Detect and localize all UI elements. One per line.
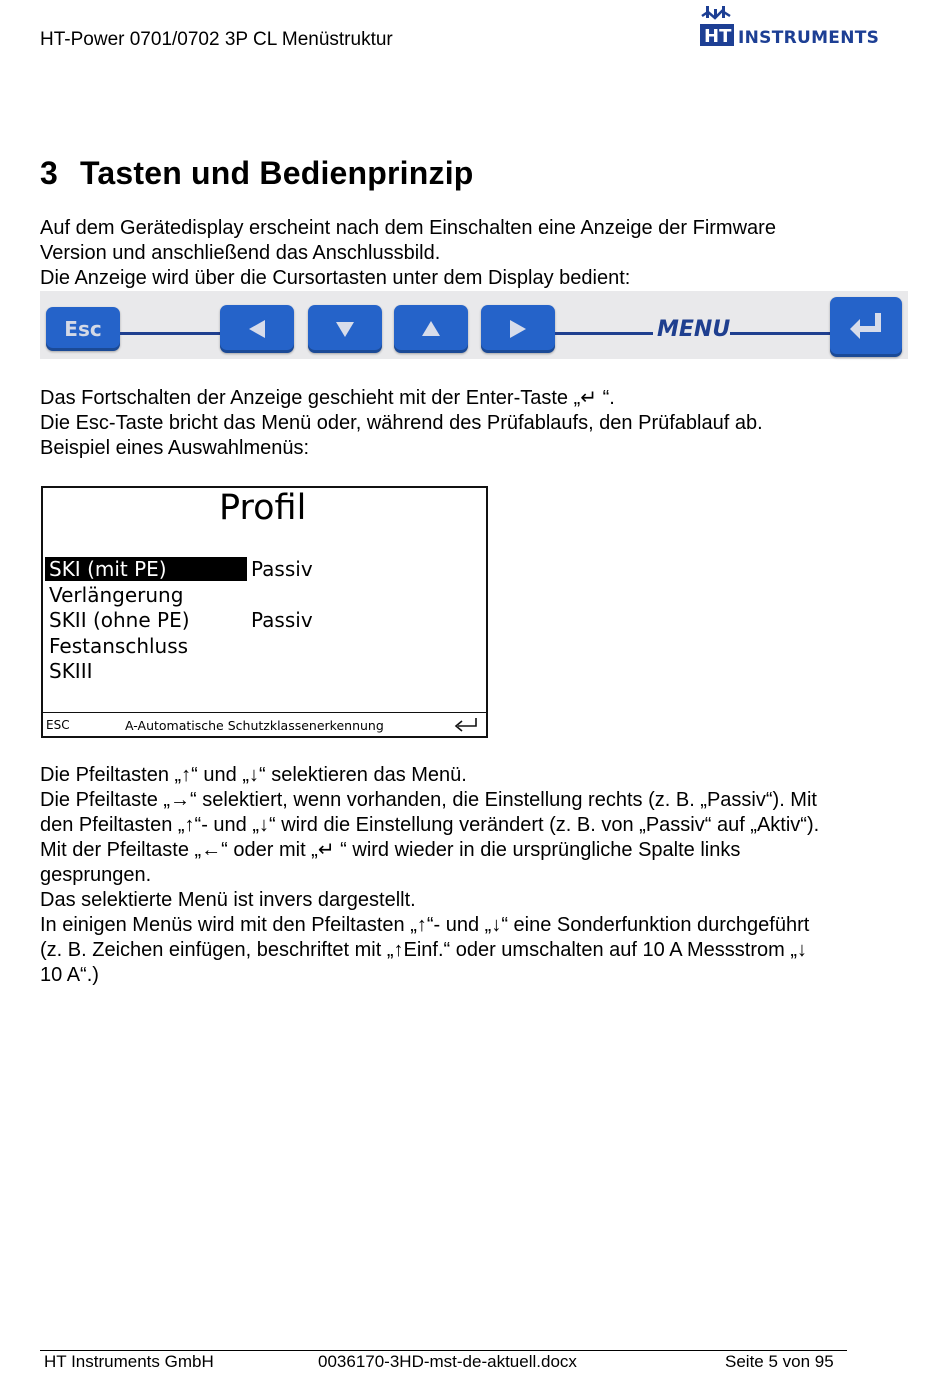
menu-item-skiii[interactable]: SKIII — [49, 659, 93, 683]
logo-text: INSTRUMENTS — [738, 28, 880, 48]
intro-line: Auf dem Gerätedisplay erscheint nach dem Einschalten eine Anzeige der Firmware — [40, 217, 776, 239]
explanation-line: (z. B. Zeichen einfügen, beschriftet mit „↑Einf.“ oder umschalten auf 10 A Messstrom „↓ — [40, 939, 807, 961]
ht-logo-icon — [700, 6, 736, 48]
explanation-paragraph — [40, 763, 900, 988]
logo-mark-text: HT — [704, 26, 732, 47]
explanation-line: Das selektierte Menü ist invers dargestellt. — [40, 889, 416, 911]
navigation-line: Beispiel eines Auswahlmenüs: — [40, 437, 310, 459]
screen-esc-label: ESC — [46, 718, 70, 732]
left-arrow-key[interactable] — [220, 305, 294, 353]
menu-item-ski[interactable]: SKI (mit PE) — [45, 557, 247, 581]
footer-divider — [40, 1350, 847, 1351]
left-arrow-icon — [245, 317, 269, 341]
menu-item-skii[interactable]: SKII (ohne PE) — [49, 608, 190, 632]
navigation-paragraph — [40, 386, 900, 461]
enter-key[interactable] — [830, 297, 902, 357]
right-arrow-icon — [506, 317, 530, 341]
explanation-line: Die Pfeiltasten „↑“ und „↓“ selektieren das Menü. — [40, 764, 467, 786]
esc-key[interactable] — [46, 307, 120, 351]
header-title: HT-Power 0701/0702 3P CL Menüstruktur — [40, 29, 393, 50]
right-arrow-key[interactable] — [481, 305, 555, 353]
section-number: 3 — [40, 155, 58, 191]
explanation-line: 10 A“.) — [40, 964, 99, 986]
footer-document: 0036170-3HD-mst-de-aktuell.docx — [318, 1352, 577, 1371]
navigation-line: Die Esc-Taste bricht das Menü oder, während des Prüfablaufs, den Prüfablauf ab. — [40, 412, 763, 434]
keypad-line — [730, 332, 830, 335]
esc-key-label: Esc — [64, 317, 102, 341]
enter-icon — [452, 716, 480, 732]
menu-item-festanschluss[interactable]: Festanschluss — [49, 634, 189, 658]
ht-instruments-logo — [700, 6, 880, 50]
explanation-line: den Pfeiltasten „↑“- und „↓“ wird die Einstellung verändert (z. B. von „Passiv“ auf „Aktiv“). — [40, 814, 820, 836]
keypad-line — [555, 332, 653, 335]
intro-paragraph — [40, 216, 900, 291]
explanation-line: Mit der Pfeiltaste „←“ oder mit „↵ “ wird wieder in die ursprüngliche Spalte links — [40, 839, 741, 861]
footer-page: Seite 5 von 95 — [725, 1352, 834, 1371]
section-title: Tasten und Bedienprinzip — [80, 155, 474, 191]
down-arrow-icon — [333, 317, 357, 341]
up-arrow-key[interactable] — [394, 305, 468, 353]
menu-value-skii[interactable]: Passiv — [251, 608, 313, 632]
enter-icon — [846, 309, 886, 345]
keypad-line — [120, 332, 220, 335]
up-arrow-icon — [419, 317, 443, 341]
intro-line: Version und anschließend das Anschlussbild. — [40, 242, 441, 264]
menu-value-ski[interactable]: Passiv — [251, 557, 313, 581]
explanation-line: Die Pfeiltaste „→“ selektiert, wenn vorhanden, die Einstellung rechts (z. B. „Passiv“). Mit — [40, 789, 817, 811]
footer-company: HT Instruments GmbH — [44, 1352, 214, 1371]
menu-label: MENU — [657, 317, 731, 342]
screen-title: Profil — [219, 488, 307, 528]
screen-status-bar — [43, 712, 486, 737]
explanation-line: In einigen Menüs wird mit den Pfeiltasten „↑“- und „↓“ eine Sonderfunktion durchgeführt — [40, 914, 810, 936]
section-heading — [40, 155, 474, 192]
explanation-line: gesprungen. — [40, 864, 152, 886]
screen-hint-text: A-Automatische Schutzklassenerkennung — [125, 718, 384, 733]
down-arrow-key[interactable] — [308, 305, 382, 353]
menu-item-verlaengerung[interactable]: Verlängerung — [49, 583, 184, 607]
device-screen-example — [41, 486, 488, 738]
navigation-line: Das Fortschalten der Anzeige geschieht mit der Enter-Taste „↵ “. — [40, 387, 615, 409]
intro-line: Die Anzeige wird über die Cursortasten unter dem Display bedient: — [40, 267, 631, 289]
cursor-keypad — [40, 291, 908, 359]
